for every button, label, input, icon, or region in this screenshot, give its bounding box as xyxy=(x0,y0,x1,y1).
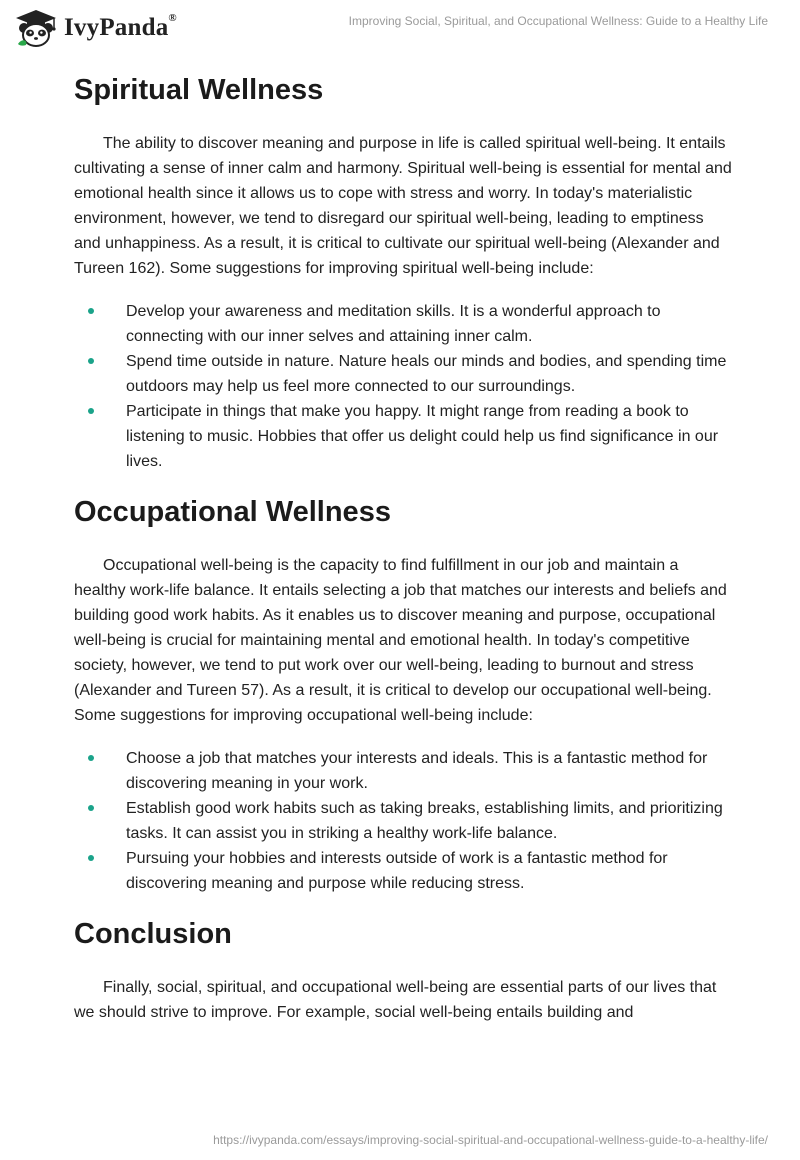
section-paragraph-occupational: Occupational well-being is the capacity to find fulfillment in our job and maintain a healthy work-life balance. It entails selecting a job that matches our interests and beliefs and building good work habits. As it enables us to discover meaning and purpose, occupational well-being is crucial for maintaining mental and emotional health. In today's competitive society, however, we tend to put work over our well-being, leading to burnout and stress (Alexander and Tureen 57). As a result, it is critical to develop our occupational well-being. Some suggestions for improving occupational well-being include: xyxy=(74,557,727,724)
list-item: Participate in things that make you happy. It might range from reading a book to listening to music. Hobbies that offer us delight could help us find significance in our lives. xyxy=(74,399,734,474)
list-item: Spend time outside in nature. Nature heals our minds and bodies, and spending time outdoors may help us feel more connected to our surroundings. xyxy=(74,349,734,399)
bullet-list-spiritual xyxy=(74,299,734,474)
source-url[interactable]: https://ivypanda.com/essays/improving-social-spiritual-and-occupational-wellness-guide-to-a-healthy-life/ xyxy=(213,1133,768,1147)
list-item: Establish good work habits such as taking breaks, establishing limits, and prioritizing tasks. It can assist you in striking a healthy work-life balance. xyxy=(74,796,734,846)
panda-graduate-icon xyxy=(14,8,58,48)
list-item: Choose a job that matches your interests and ideals. This is a fantastic method for discovering meaning in your work. xyxy=(74,746,734,796)
section-heading-occupational: Occupational Wellness xyxy=(74,496,391,528)
list-item: Develop your awareness and meditation skills. It is a wonderful approach to connecting with our inner selves and attaining inner calm. xyxy=(74,299,734,349)
section-heading-conclusion: Conclusion xyxy=(74,918,232,950)
section-paragraph-conclusion: Finally, social, spiritual, and occupational well-being are essential parts of our lives that we should strive to improve. For example, social well-being entails building and xyxy=(74,979,717,1021)
brand-name: IvyPanda® xyxy=(64,12,177,41)
section-paragraph-spiritual: The ability to discover meaning and purpose in life is called spiritual well-being. It entails cultivating a sense of inner calm and harmony. Spiritual well-being is essential for mental and emotional health since it allows us to cope with stress and worry. In today's materialistic environment, however, we tend to disregard our spiritual well-being, leading to emptiness and unhappiness. As a result, it is critical to cultivate our spiritual well-being (Alexander and Tureen 162). Some suggestions for improving spiritual well-being include: xyxy=(74,135,732,277)
document-title: Improving Social, Spiritual, and Occupational Wellness: Guide to a Healthy Life xyxy=(348,14,768,28)
list-item: Pursuing your hobbies and interests outside of work is a fantastic method for discovering meaning and purpose while reducing stress. xyxy=(74,846,734,896)
bullet-list-occupational xyxy=(74,746,734,896)
bullet-icon xyxy=(88,308,94,314)
bullet-icon xyxy=(88,805,94,811)
page-header xyxy=(0,0,800,56)
article-body xyxy=(74,70,734,1025)
ivypanda-logo[interactable] xyxy=(14,8,177,48)
bullet-icon xyxy=(88,408,94,414)
bullet-icon xyxy=(88,755,94,761)
section-heading-spiritual: Spiritual Wellness xyxy=(74,74,324,106)
bullet-icon xyxy=(88,855,94,861)
bullet-icon xyxy=(88,358,94,364)
